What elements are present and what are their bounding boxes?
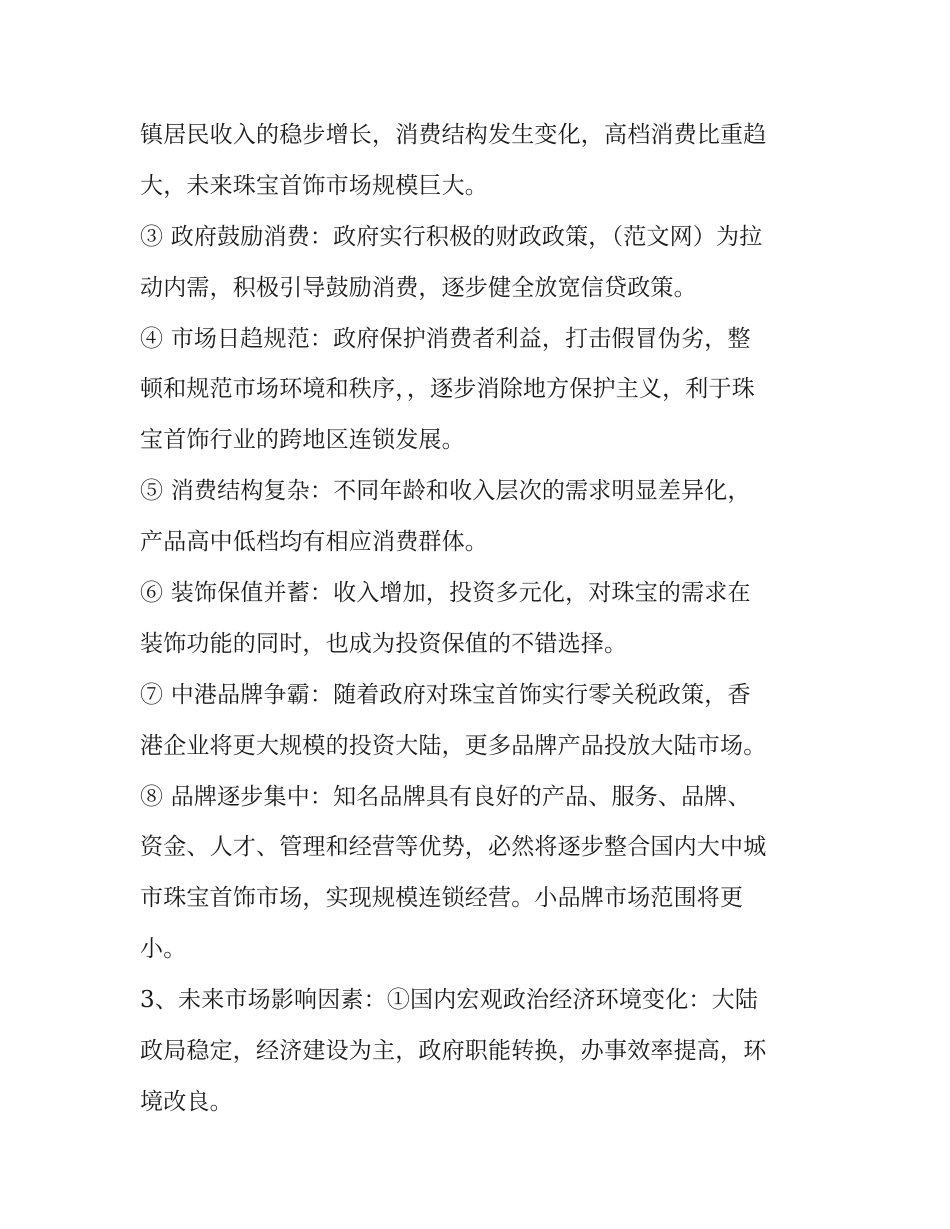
text-line: 产品高中低档均有相应消费群体。 <box>140 529 488 556</box>
text-line: ⑥ 装饰保值并蓄：收入增加，投资多元化，对珠宝的需求在 <box>140 580 751 607</box>
text-line: 装饰功能的同时，也成为投资保值的不错选择。 <box>140 630 628 657</box>
text-line: 港企业将更大规模的投资大陆，更多品牌产品投放大陆市场。 <box>140 732 767 759</box>
text-line: 小。 <box>140 936 187 963</box>
text-line: 3、未来市场影响因素：①国内宏观政治经济环境变化：大陆 <box>140 987 759 1014</box>
text-line: 动内需，积极引导鼓励消费，逐步健全放宽信贷政策。 <box>140 274 697 301</box>
text-line: 镇居民收入的稳步增长，消费结构发生变化，高档消费比重趋 <box>140 122 767 148</box>
text-line: ④ 市场日趋规范：政府保护消费者利益，打击假冒伪劣，整 <box>140 325 751 352</box>
text-line: ③ 政府鼓励消费：政府实行积极的财政政策，（范文网）为拉 <box>140 223 763 250</box>
text-line: ⑤ 消费结构复杂：不同年龄和收入层次的需求明显差异化， <box>140 478 751 505</box>
body-text <box>140 110 830 1128</box>
text-line: ⑦ 中港品牌争霸：随着政府对珠宝首饰实行零关税政策，香 <box>140 681 751 708</box>
text-line: ⑧ 品牌逐步集中：知名品牌具有良好的产品、服务、品牌、 <box>140 783 751 810</box>
text-line: 顿和规范市场环境和秩序，，逐步消除地方保护主义，利于珠 <box>140 376 755 403</box>
text-line: 政局稳定，经济建设为主，政府职能转换，办事效率提高，环 <box>140 1038 767 1065</box>
text-line: 境改良。 <box>140 1088 233 1115</box>
text-line: 大，未来珠宝首饰市场规模巨大。 <box>140 172 488 199</box>
text-line: 宝首饰行业的跨地区连锁发展。 <box>140 427 465 454</box>
text-line: 市珠宝首饰市场，实现规模连锁经营。小品牌市场范围将更 <box>140 885 744 912</box>
text-line: 资金、人才、管理和经营等优势，必然将逐步整合国内大中城 <box>140 834 767 861</box>
